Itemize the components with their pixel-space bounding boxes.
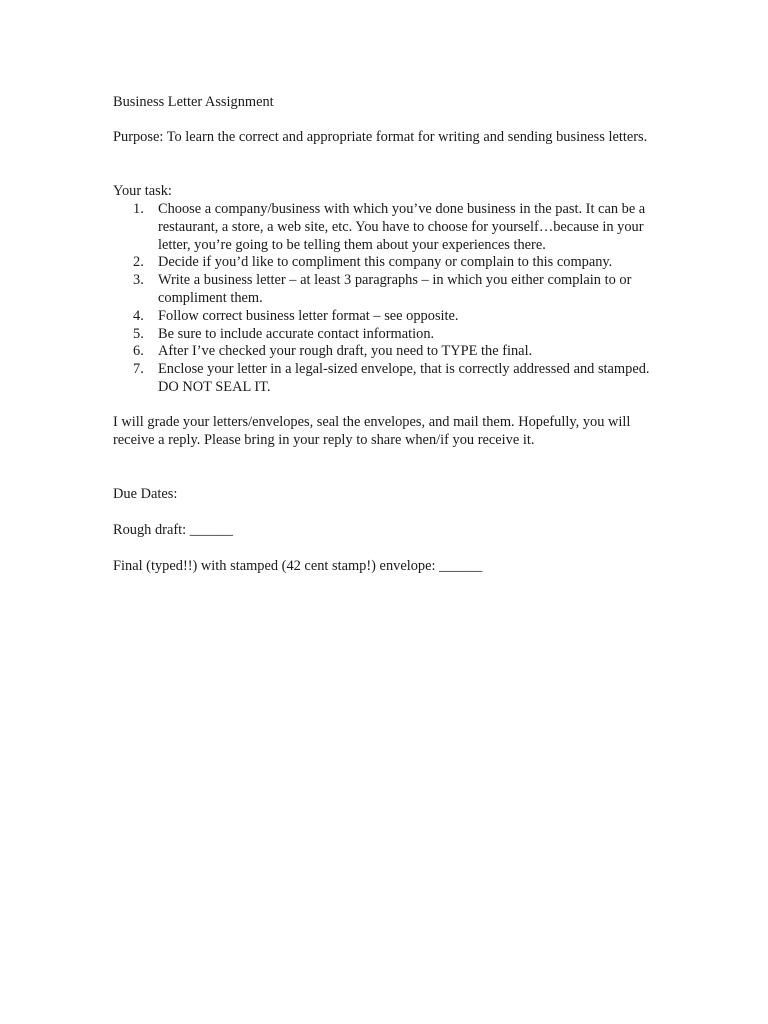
due-dates-heading: Due Dates: xyxy=(113,486,178,502)
task-item-6 xyxy=(113,343,673,361)
task-text: Follow correct business letter format – see opposite. xyxy=(158,307,459,324)
task-list xyxy=(113,201,673,397)
purpose-paragraph: Purpose: To learn the correct and appropriate format for writing and sending business letters. xyxy=(113,129,648,145)
task-item-5 xyxy=(113,326,673,344)
task-text: Write a business letter – at least 3 paragraphs – in which you either complain to or compliment them. xyxy=(158,272,632,306)
task-text: After I’ve checked your rough draft, you need to TYPE the final. xyxy=(158,343,533,360)
task-text: Choose a company/business with which you’ve done business in the past. It can be a restaurant, a store, a web site, etc. You have to choose for yourself…because in your letter, you’re going to be telling them about your experiences there. xyxy=(158,201,646,253)
final-due: Final (typed!!) with stamped (42 cent stamp!) envelope: ______ xyxy=(113,558,483,574)
task-item-4 xyxy=(113,308,673,326)
task-text: Decide if you’d like to compliment this company or complain to this company. xyxy=(158,254,613,271)
task-number: 4. xyxy=(133,307,144,324)
rough-draft-due: Rough draft: ______ xyxy=(113,522,233,538)
task-item-3 xyxy=(113,272,673,308)
grading-paragraph: I will grade your letters/envelopes, seal the envelopes, and mail them. Hopefully, you will receive a reply. Please bring in your reply to share when/if you receive it. xyxy=(113,414,631,448)
task-text: Enclose your letter in a legal-sized envelope, that is correctly addressed and stamped. DO NOT SEAL IT. xyxy=(158,361,650,395)
task-item-1 xyxy=(113,201,673,254)
task-item-7 xyxy=(113,361,673,397)
document-title: Business Letter Assignment xyxy=(113,94,274,110)
task-number: 3. xyxy=(133,272,144,289)
task-number: 6. xyxy=(133,343,144,360)
task-text: Be sure to include accurate contact information. xyxy=(158,325,435,342)
task-number: 5. xyxy=(133,325,144,342)
task-number: 1. xyxy=(133,201,144,217)
task-item-2 xyxy=(113,254,673,272)
task-number: 7. xyxy=(133,361,144,378)
task-heading: Your task: xyxy=(113,183,172,199)
task-number: 2. xyxy=(133,254,144,271)
